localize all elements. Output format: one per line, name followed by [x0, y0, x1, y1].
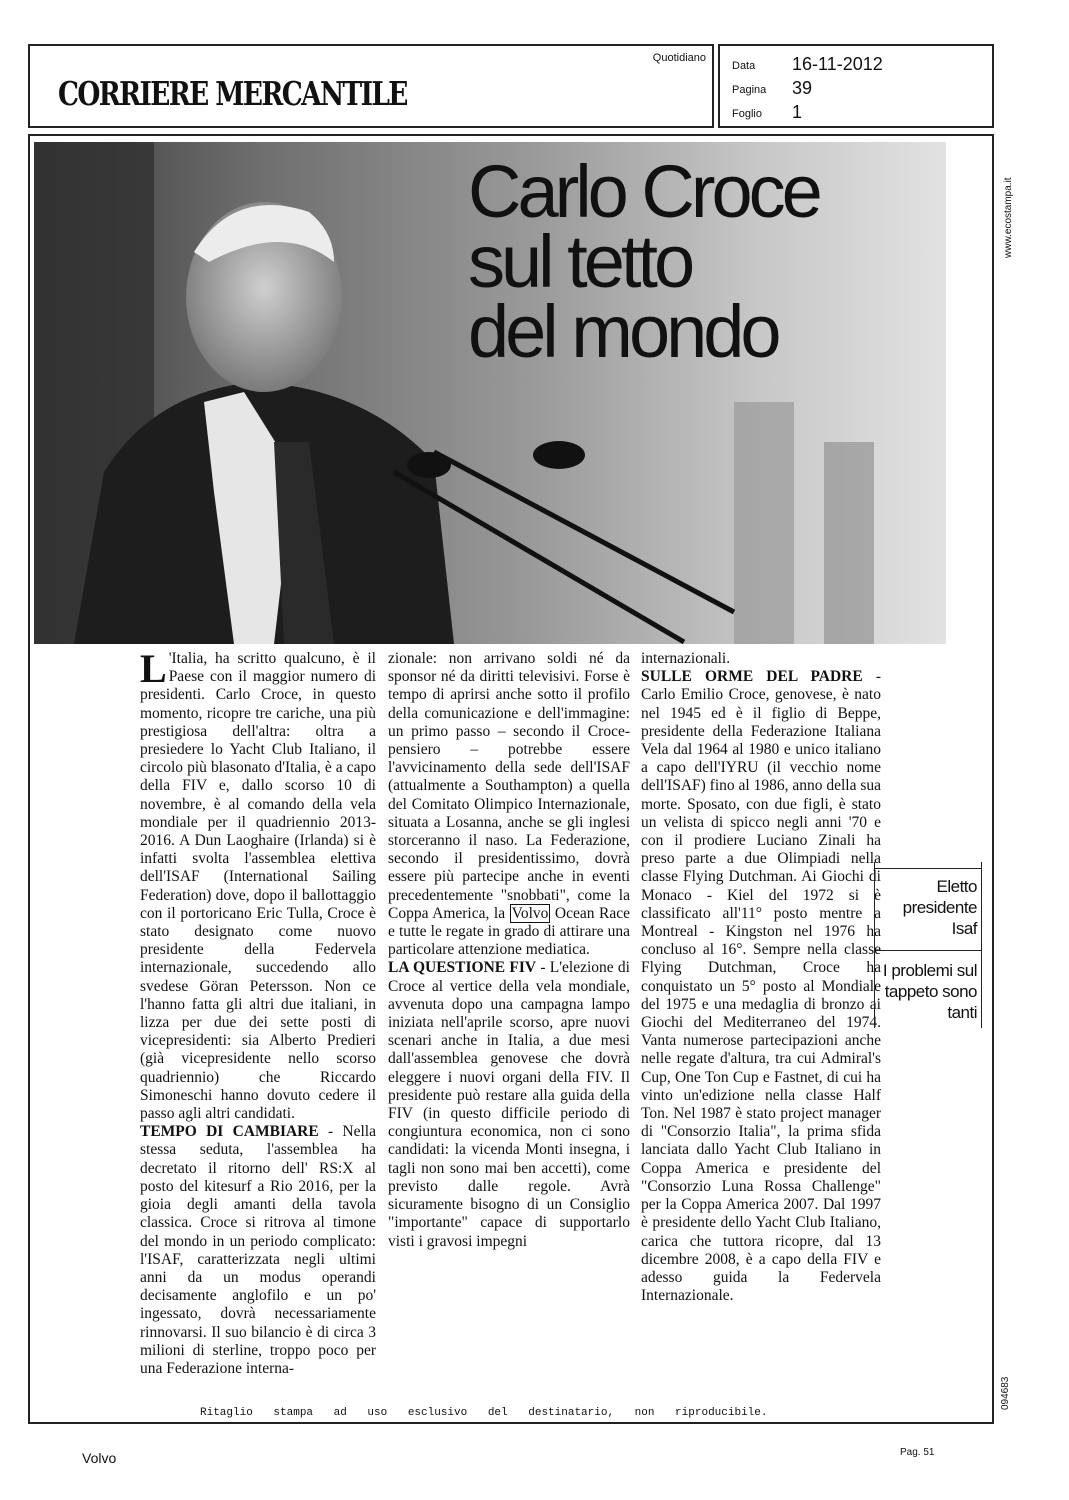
- article-column-3: [641, 650, 881, 1305]
- sidebar-rule: [875, 950, 981, 951]
- meta-label: Foglio: [732, 108, 762, 120]
- subheading: TEMPO DI CAMBIARE: [140, 1123, 319, 1141]
- sidebar-text: I problemi sul tappeto sono tanti: [882, 961, 977, 1022]
- side-url: www.ecostampa.it: [1003, 177, 1014, 258]
- article-column-1: [140, 646, 376, 1378]
- keyword-label: Volvo: [82, 1450, 117, 1466]
- masthead: CORRIERE MERCANTILE: [58, 74, 407, 113]
- highlighted-keyword: Volvo: [511, 904, 549, 922]
- side-code: 094683: [1000, 1376, 1011, 1410]
- masthead-box: [28, 44, 714, 128]
- page-number: Pag. 51: [900, 1447, 935, 1458]
- meta-value: 1: [792, 102, 803, 122]
- meta-box: [718, 44, 994, 128]
- meta-label: Pagina: [732, 84, 767, 96]
- paragraph: internazionali.: [641, 650, 731, 667]
- meta-value: 39: [792, 78, 813, 98]
- meta-value: 16-11-2012: [792, 54, 883, 74]
- dropcap: L: [140, 646, 167, 691]
- paragraph: - L'elezione di Croce al vertice della vela mondiale, avvenuta dopo una campagna lampo iniziata nell'aprile scorso, apre nuovi scenari anche in Italia, a due mesi dall'assemblea genovese che dovrà eleggere i nuovi organi della FIV. Il presidente può restare alla guida della FIV (in questo difficile periodo di congiuntura economica, non ci sono candidati: la vicenda Monti insegna, i tagli non sono mai ben accetti), come previsto dalle regole. Avrà sicuramente bisogno di un Consiglio "importante" capace di supportarlo visti i gravosi impegni: [388, 959, 630, 1250]
- sidebar-text: Eletto presidente Isaf: [902, 877, 977, 938]
- subheading: LA QUESTIONE FIV: [388, 959, 537, 977]
- paragraph: Ocean Race e tutte le regate in grado di attirare una particolare attenzione mediatica.: [388, 904, 631, 959]
- paragraph: 'Italia, ha scritto qualcuno, è il Paese con il maggior numero di presidenti. Carlo Croce, in questo momento, ricopre tre cariche, una più prestigiosa dell'altra: oltra a presiedere lo Yacht Club Italiano, il circolo più blasonato d'Italia, è a capo della FIV e, dallo scorso 10 di novembre, è al comando della vela mondiale per il quadriennio 2013-2016. A Dun Laoghaire (Irlanda) si è infatti svolta l'assemblea elettiva dell'ISAF (International Sailing Federation) dove, dopo il ballottaggio con il portoricano Eric Tulla, Croce è stato designato come nuovo presidente della Federvela internazionale, succedendo allo svedese Göran Petersson. Non ce l'hanno fatta gli altri due italiani, in lizza per due dei sette posti di vicepresidenti: sia Alberto Predieri (già vicepresidente nello scorso quadriennio) che Riccardo Simoneschi hanno dovuto cedere il passo agli altri candidati.: [140, 650, 376, 1123]
- paragraph: - Carlo Emilio Croce, genovese, è nato nel 1945 ed è il figlio di Beppe, presidente della Federazione Italiana Vela dal 1964 al 1980 e unico italiano a capo dell'IYRU (il vecchio nome dell'ISAF) fino al 1986, anno della sua morte. Sposato, con due figli, è stato un velista di spicco negli anni '70 e con il prodiere Luciano Zinali ha preso parte a due Olimpiadi nella classe Flying Dutchman. Ai Giochi di Monaco - Kiel del 1972 si è classificato all'11° posto mentre a Montreal - Kingston nel 1976 ha concluso al 16°. Sempre nella classe Flying Dutchman, Croce ha conquistato un 5° posto al Mondiale del 1975 e una medaglia di bronzo ai Giochi del Mediterraneo del 1974. Vanta numerose partecipazioni anche nelle regate d'altura, tra cui Admiral's Cup, One Ton Cup e Fastnet, di cui ha vinto un'edizione nella classe Half Ton. Nel 1987 è stato project manager di "Consorzio Italia", la prima sfida lanciata dallo Yacht Club Italiano in Coppa America e presidente del "Consorzio Luna Rossa Challenge" per la Coppa America 2007. Dal 1997 è presidente dello Yacht Club Italiano, carica che tuttora ricopre, dal 13 dicembre 2008, è a capo della FIV e adesso guida la Federvela Internazionale.: [641, 668, 881, 1305]
- headline-line: Carlo Croce: [468, 150, 819, 233]
- sidebar-box: [874, 862, 982, 1028]
- paragraph: - Nella stessa seduta, l'assemblea ha decretato il ritorno dell' RS:X al posto del kitesurf a Rio 2016, per la gioia degli amanti della tavola classica. Croce si ritrova al timone del mondo in un periodo complicato: l'ISAF, caratterizzata negli ultimi anni da un modus operandi decisamente anglofilo e un po' ingessato, dovrà necessariamente rinnovarsi. Il suo bilancio è di circa 3 milioni di sterline, troppo poco per una Federazione interna-: [140, 1123, 376, 1377]
- headline-line: sul tetto: [468, 220, 692, 303]
- paragraph: zionale: non arrivano soldi né da sponsor né da diritti televisivi. Forse è tempo di aprirsi anche sotto il profilo della comunicazione e dell'immagine: un primo passo – secondo il Croce-pensiero – potrebbe essere l'avvicinamento della sede dell'ISAF (attualmente a Southampton) a quella del Comitato Olimpico Internazionale, situata a Losanna, anche se gli inglesi storceranno il naso. La Federazione, secondo il presidentissimo, dovrà essere più partecipe anche in eventi precedentemente "snobbati", come la Coppa America, la: [388, 650, 630, 922]
- frequency-label: Quotidiano: [652, 52, 706, 64]
- subheading: SULLE ORME DEL PADRE: [641, 668, 863, 686]
- headline-line: del mondo: [468, 290, 778, 373]
- meta-label: Data: [732, 60, 756, 72]
- sidebar-rule: [875, 868, 981, 869]
- article-column-2: [388, 650, 630, 1251]
- clipping-disclaimer: Ritaglio stampa ad uso esclusivo del destinatario, non riproducibile.: [200, 1407, 768, 1419]
- headline: [468, 150, 819, 373]
